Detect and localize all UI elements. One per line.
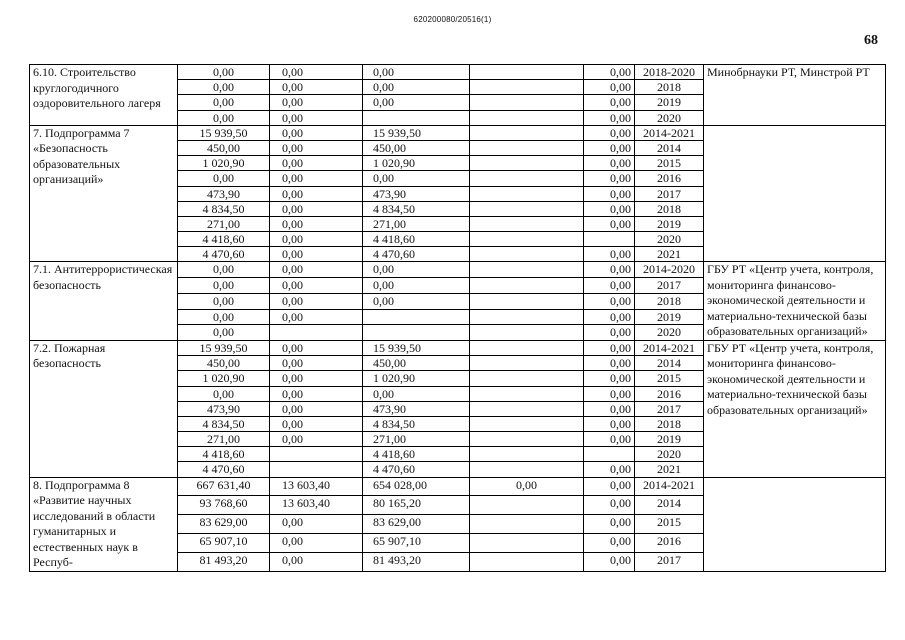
cell-year: 2015 — [635, 371, 704, 386]
cell-extra: 0,00 — [584, 432, 635, 447]
cell-local — [470, 401, 584, 416]
cell-year: 2016 — [635, 171, 704, 186]
cell-federal: 0,00 — [270, 293, 363, 309]
cell-extra: 0,00 — [584, 95, 635, 110]
cell-federal: 0,00 — [270, 110, 363, 125]
cell-regional: 4 470,60 — [363, 247, 470, 262]
cell-federal — [270, 462, 363, 477]
cell-year: 2016 — [635, 534, 704, 553]
cell-local — [470, 95, 584, 110]
cell-total: 15 939,50 — [178, 340, 270, 355]
cell-regional: 473,90 — [363, 186, 470, 201]
cell-regional: 271,00 — [363, 432, 470, 447]
cell-regional — [363, 325, 470, 341]
cell-year: 2020 — [635, 110, 704, 125]
cell-total: 0,00 — [178, 262, 270, 278]
cell-federal: 0,00 — [270, 125, 363, 140]
cell-year: 2016 — [635, 386, 704, 401]
cell-year: 2020 — [635, 447, 704, 462]
cell-extra: 0,00 — [584, 386, 635, 401]
cell-total: 450,00 — [178, 356, 270, 371]
cell-federal: 0,00 — [270, 186, 363, 201]
cell-total: 0,00 — [178, 325, 270, 341]
cell-federal: 13 603,40 — [270, 477, 363, 496]
cell-extra: 0,00 — [584, 65, 635, 80]
cell-total: 1 020,90 — [178, 156, 270, 171]
cell-total: 0,00 — [178, 171, 270, 186]
cell-regional: 83 629,00 — [363, 515, 470, 534]
cell-extra: 0,00 — [584, 278, 635, 294]
cell-year: 2020 — [635, 325, 704, 341]
budget-table — [29, 64, 886, 572]
cell-extra: 0,00 — [584, 216, 635, 231]
cell-regional: 0,00 — [363, 278, 470, 294]
cell-federal: 13 603,40 — [270, 496, 363, 515]
cell-year: 2015 — [635, 515, 704, 534]
cell-total: 65 907,10 — [178, 534, 270, 553]
cell-federal: 0,00 — [270, 401, 363, 416]
cell-total: 93 768,60 — [178, 496, 270, 515]
cell-total: 4 834,50 — [178, 416, 270, 431]
cell-local — [470, 201, 584, 216]
cell-regional: 0,00 — [363, 80, 470, 95]
cell-local — [470, 80, 584, 95]
cell-federal: 0,00 — [270, 278, 363, 294]
cell-year: 2014-2021 — [635, 340, 704, 355]
cell-local — [470, 65, 584, 80]
cell-regional: 4 418,60 — [363, 447, 470, 462]
cell-federal: 0,00 — [270, 386, 363, 401]
cell-extra: 0,00 — [584, 534, 635, 553]
cell-total: 0,00 — [178, 386, 270, 401]
cell-federal — [270, 325, 363, 341]
cell-year: 2017 — [635, 401, 704, 416]
cell-total: 4 470,60 — [178, 462, 270, 477]
cell-regional: 0,00 — [363, 262, 470, 278]
cell-year: 2015 — [635, 156, 704, 171]
cell-local — [470, 247, 584, 262]
cell-federal: 0,00 — [270, 171, 363, 186]
cell-local — [470, 216, 584, 231]
cell-federal: 0,00 — [270, 309, 363, 325]
cell-year: 2017 — [635, 278, 704, 294]
cell-regional: 0,00 — [363, 95, 470, 110]
executor — [704, 125, 886, 262]
cell-regional: 65 907,10 — [363, 534, 470, 553]
cell-federal: 0,00 — [270, 262, 363, 278]
cell-federal: 0,00 — [270, 216, 363, 231]
cell-year: 2019 — [635, 309, 704, 325]
section-name: 7.2. Пожарная безопасность — [30, 340, 178, 477]
cell-local — [470, 140, 584, 155]
cell-federal: 0,00 — [270, 340, 363, 355]
cell-regional: 1 020,90 — [363, 156, 470, 171]
executor: ГБУ РТ «Центр учета, контроля, мониторинга финансово-экономической деятельности и материально-технической базы образовательных организаций» — [704, 340, 886, 477]
cell-local — [470, 496, 584, 515]
cell-federal: 0,00 — [270, 247, 363, 262]
cell-regional — [363, 309, 470, 325]
cell-total: 4 418,60 — [178, 447, 270, 462]
cell-extra: 0,00 — [584, 515, 635, 534]
cell-regional: 654 028,00 — [363, 477, 470, 496]
section-name: 8. Подпрограмма 8 «Развитие научных исследований в области гуманитарных и естественных наук в Респуб- — [30, 477, 178, 571]
cell-regional: 80 165,20 — [363, 496, 470, 515]
cell-extra: 0,00 — [584, 477, 635, 496]
document-id: 620200080/20516(1) — [413, 15, 492, 24]
cell-total: 4 418,60 — [178, 232, 270, 247]
cell-federal: 0,00 — [270, 80, 363, 95]
cell-regional: 0,00 — [363, 293, 470, 309]
cell-regional: 1 020,90 — [363, 371, 470, 386]
cell-federal: 0,00 — [270, 156, 363, 171]
cell-extra: 0,00 — [584, 401, 635, 416]
cell-year: 2019 — [635, 432, 704, 447]
cell-regional: 450,00 — [363, 356, 470, 371]
cell-federal: 0,00 — [270, 432, 363, 447]
cell-local — [470, 356, 584, 371]
cell-regional: 15 939,50 — [363, 125, 470, 140]
cell-total: 0,00 — [178, 309, 270, 325]
cell-local — [470, 371, 584, 386]
page-number: 68 — [864, 33, 878, 48]
cell-year: 2017 — [635, 552, 704, 571]
cell-regional: 0,00 — [363, 171, 470, 186]
cell-local — [470, 262, 584, 278]
cell-federal: 0,00 — [270, 201, 363, 216]
executor: ГБУ РТ «Центр учета, контроля, мониторинга финансово-экономической деятельности и материально-технической базы образовательных организаций» — [704, 262, 886, 341]
cell-total: 0,00 — [178, 65, 270, 80]
cell-total: 0,00 — [178, 293, 270, 309]
cell-regional: 81 493,20 — [363, 552, 470, 571]
cell-total: 0,00 — [178, 110, 270, 125]
cell-total: 4 470,60 — [178, 247, 270, 262]
cell-total: 1 020,90 — [178, 371, 270, 386]
cell-regional: 4 418,60 — [363, 232, 470, 247]
cell-extra: 0,00 — [584, 496, 635, 515]
cell-regional: 0,00 — [363, 386, 470, 401]
cell-total: 0,00 — [178, 278, 270, 294]
cell-federal: 0,00 — [270, 95, 363, 110]
cell-year: 2014-2021 — [635, 125, 704, 140]
cell-regional: 15 939,50 — [363, 340, 470, 355]
cell-extra: 0,00 — [584, 325, 635, 341]
cell-local — [470, 447, 584, 462]
cell-total: 473,90 — [178, 186, 270, 201]
cell-extra: 0,00 — [584, 371, 635, 386]
cell-total: 83 629,00 — [178, 515, 270, 534]
cell-local — [470, 110, 584, 125]
cell-local — [470, 125, 584, 140]
cell-total: 271,00 — [178, 216, 270, 231]
cell-year: 2014-2020 — [635, 262, 704, 278]
cell-extra: 0,00 — [584, 201, 635, 216]
cell-local — [470, 462, 584, 477]
cell-total: 450,00 — [178, 140, 270, 155]
cell-regional: 450,00 — [363, 140, 470, 155]
cell-extra: 0,00 — [584, 340, 635, 355]
cell-local — [470, 386, 584, 401]
cell-extra: 0,00 — [584, 552, 635, 571]
cell-total: 271,00 — [178, 432, 270, 447]
cell-regional: 4 834,50 — [363, 416, 470, 431]
cell-year: 2018 — [635, 80, 704, 95]
cell-regional — [363, 110, 470, 125]
cell-extra: 0,00 — [584, 247, 635, 262]
cell-federal: 0,00 — [270, 515, 363, 534]
cell-federal — [270, 447, 363, 462]
cell-extra: 0,00 — [584, 156, 635, 171]
cell-year: 2014-2021 — [635, 477, 704, 496]
cell-extra: 0,00 — [584, 125, 635, 140]
cell-extra: 0,00 — [584, 186, 635, 201]
cell-total: 473,90 — [178, 401, 270, 416]
cell-total: 667 631,40 — [178, 477, 270, 496]
cell-year: 2019 — [635, 95, 704, 110]
cell-extra — [584, 447, 635, 462]
cell-extra: 0,00 — [584, 416, 635, 431]
cell-total: 81 493,20 — [178, 552, 270, 571]
cell-year: 2017 — [635, 186, 704, 201]
cell-federal: 0,00 — [270, 534, 363, 553]
cell-extra: 0,00 — [584, 309, 635, 325]
cell-local — [470, 534, 584, 553]
cell-local — [470, 156, 584, 171]
cell-local — [470, 309, 584, 325]
cell-local — [470, 325, 584, 341]
cell-extra: 0,00 — [584, 171, 635, 186]
cell-local: 0,00 — [470, 477, 584, 496]
cell-extra: 0,00 — [584, 293, 635, 309]
table-row — [30, 340, 886, 355]
cell-year: 2018 — [635, 416, 704, 431]
cell-local — [470, 293, 584, 309]
cell-local — [470, 552, 584, 571]
cell-federal: 0,00 — [270, 232, 363, 247]
cell-federal: 0,00 — [270, 552, 363, 571]
cell-year: 2018 — [635, 293, 704, 309]
cell-extra: 0,00 — [584, 462, 635, 477]
cell-extra — [584, 232, 635, 247]
cell-extra: 0,00 — [584, 262, 635, 278]
section-name: 7. Подпрограмма 7 «Безопасность образовательных организаций» — [30, 125, 178, 262]
section-name: 6.10. Строительство круглогодичного оздоровительного лагеря — [30, 65, 178, 126]
cell-regional: 473,90 — [363, 401, 470, 416]
cell-local — [470, 171, 584, 186]
cell-regional: 4 834,50 — [363, 201, 470, 216]
cell-year: 2018 — [635, 201, 704, 216]
cell-year: 2021 — [635, 247, 704, 262]
table-row — [30, 477, 886, 496]
cell-regional: 0,00 — [363, 65, 470, 80]
cell-total: 0,00 — [178, 95, 270, 110]
cell-extra: 0,00 — [584, 356, 635, 371]
cell-federal: 0,00 — [270, 65, 363, 80]
cell-year: 2014 — [635, 496, 704, 515]
cell-local — [470, 186, 584, 201]
cell-federal: 0,00 — [270, 356, 363, 371]
cell-local — [470, 416, 584, 431]
cell-extra: 0,00 — [584, 110, 635, 125]
cell-federal: 0,00 — [270, 371, 363, 386]
cell-local — [470, 432, 584, 447]
cell-extra: 0,00 — [584, 140, 635, 155]
table-row — [30, 125, 886, 140]
cell-regional: 271,00 — [363, 216, 470, 231]
cell-local — [470, 232, 584, 247]
cell-year: 2014 — [635, 356, 704, 371]
cell-year: 2018-2020 — [635, 65, 704, 80]
section-name: 7.1. Антитеррористическая безопасность — [30, 262, 178, 341]
executor: Минобрнауки РТ, Минстрой РТ — [704, 65, 886, 126]
cell-extra: 0,00 — [584, 80, 635, 95]
cell-year: 2014 — [635, 140, 704, 155]
cell-local — [470, 278, 584, 294]
cell-federal: 0,00 — [270, 140, 363, 155]
table-row — [30, 65, 886, 80]
cell-year: 2021 — [635, 462, 704, 477]
cell-year: 2020 — [635, 232, 704, 247]
cell-total: 0,00 — [178, 80, 270, 95]
table-row — [30, 262, 886, 278]
cell-local — [470, 515, 584, 534]
cell-year: 2019 — [635, 216, 704, 231]
executor — [704, 477, 886, 571]
cell-total: 15 939,50 — [178, 125, 270, 140]
cell-federal: 0,00 — [270, 416, 363, 431]
cell-local — [470, 340, 584, 355]
cell-total: 4 834,50 — [178, 201, 270, 216]
cell-regional: 4 470,60 — [363, 462, 470, 477]
